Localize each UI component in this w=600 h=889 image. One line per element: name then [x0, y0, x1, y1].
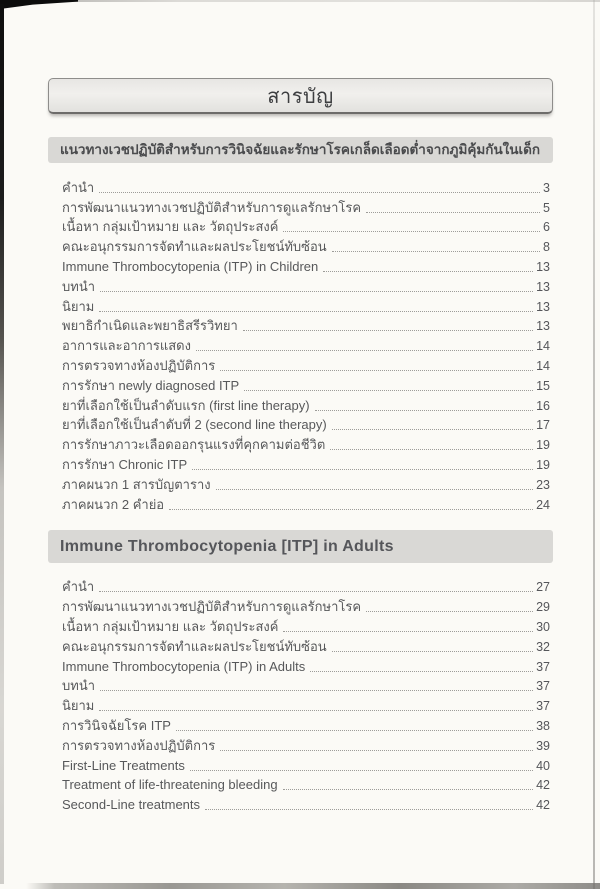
toc-entry-page-number: 24 — [536, 497, 550, 512]
toc-entry-page-number: 19 — [536, 457, 550, 472]
toc-entry-label: นิยาม — [62, 698, 95, 714]
toc-list — [48, 577, 553, 815]
toc-entry — [62, 676, 550, 696]
dotted-leader — [283, 631, 533, 632]
toc-entry-label: การพัฒนาแนวทางเวชปฏิบัติสำหรับการดูแลรักษาโรค — [62, 199, 362, 215]
toc-entry-page-number: 15 — [536, 378, 550, 393]
toc-entry — [62, 794, 550, 814]
toc-entry — [62, 454, 550, 474]
toc-entry-page-number: 40 — [536, 758, 550, 773]
toc-entry-label: การรักษาภาวะเลือดออกรุนแรงที่คุกคามต่อชีวิต — [62, 437, 326, 453]
toc-entry-page-number: 30 — [536, 619, 550, 634]
toc-entry — [62, 335, 550, 355]
toc-entry-label: คณะอนุกรรมการจัดทำและผลประโยชน์ทับซ้อน — [62, 638, 327, 654]
toc-entry — [62, 177, 550, 197]
toc-entry-page-number: 17 — [536, 418, 550, 433]
dotted-leader — [283, 231, 540, 232]
toc-entry-label: พยาธิกำเนิดและพยาธิสรีรวิทยา — [62, 318, 238, 334]
toc-entry-label: คำนำ — [62, 579, 95, 595]
toc-entry-label: เนื้อหา กลุ่มเป้าหมาย และ วัตถุประสงค์ — [62, 618, 279, 634]
toc-entry — [62, 735, 550, 755]
toc-entry-page-number: 3 — [543, 180, 550, 195]
toc-entry-page-number: 13 — [536, 319, 550, 334]
toc-entry-page-number: 29 — [536, 600, 550, 615]
toc-entry — [62, 256, 550, 276]
toc-entry — [62, 217, 550, 237]
dotted-leader — [99, 591, 533, 592]
toc-entry-page-number: 14 — [536, 339, 550, 354]
toc-entry-page-number: 16 — [536, 398, 550, 413]
toc-entry — [62, 434, 550, 454]
toc-entry — [62, 236, 550, 256]
dotted-leader — [99, 192, 540, 193]
toc-entry-label: อาการและอาการแสดง — [62, 338, 191, 354]
toc-page — [48, 0, 553, 814]
toc-entry-page-number: 39 — [536, 738, 550, 753]
dotted-leader — [220, 370, 533, 371]
dotted-leader — [190, 770, 533, 771]
toc-entry-label: เนื้อหา กลุ่มเป้าหมาย และ วัตถุประสงค์ — [62, 219, 279, 235]
toc-entry — [62, 577, 550, 597]
scan-edge-left — [0, 4, 4, 884]
toc-entry-page-number: 27 — [536, 580, 550, 595]
toc-list — [48, 177, 553, 514]
toc-entry-label: Treatment of life-threatening bleeding — [62, 777, 278, 793]
toc-entry-label: Immune Thrombocytopenia (ITP) in Adults — [62, 658, 306, 674]
dotted-leader — [332, 251, 540, 252]
toc-entry-label: บทนำ — [62, 278, 96, 294]
dotted-leader — [244, 390, 533, 391]
toc-entry-label: บทนำ — [62, 678, 96, 694]
toc-entry-label: ยาที่เลือกใช้เป็นลำดับที่ 2 (second line therapy) — [62, 417, 327, 433]
toc-entry — [62, 695, 550, 715]
page-title-box — [48, 78, 553, 114]
toc-entry-page-number: 32 — [536, 639, 550, 654]
dotted-leader — [196, 350, 533, 351]
toc-entry-page-number: 38 — [536, 718, 550, 733]
toc-entry-page-number: 13 — [536, 259, 550, 274]
section-header: Immune Thrombocytopenia [ITP] in Adults — [48, 530, 553, 563]
toc-entry-label: การวินิจฉัยโรค ITP — [62, 717, 171, 733]
dotted-leader — [205, 809, 533, 810]
toc-entry-page-number: 8 — [543, 240, 550, 255]
dotted-leader — [192, 469, 533, 470]
dotted-leader — [100, 690, 533, 691]
dotted-leader — [366, 611, 533, 612]
toc-entry — [62, 296, 550, 316]
dotted-leader — [283, 789, 534, 790]
toc-sections — [48, 137, 553, 814]
dotted-leader — [100, 291, 533, 292]
toc-entry-label: การรักษา Chronic ITP — [62, 456, 188, 472]
toc-entry-label: การตรวจทางห้องปฏิบัติการ — [62, 737, 216, 753]
toc-entry-page-number: 37 — [536, 679, 550, 694]
dotted-leader — [220, 750, 533, 751]
toc-entry — [62, 395, 550, 415]
dotted-leader — [332, 651, 533, 652]
toc-entry — [62, 715, 550, 735]
dotted-leader — [315, 410, 534, 411]
toc-entry — [62, 755, 550, 775]
dotted-leader — [99, 311, 533, 312]
toc-entry — [62, 494, 550, 514]
toc-entry-page-number: 5 — [543, 200, 550, 215]
toc-entry — [62, 375, 550, 395]
toc-entry-label: การพัฒนาแนวทางเวชปฏิบัติสำหรับการดูแลรักษาโรค — [62, 599, 362, 615]
toc-entry — [62, 197, 550, 217]
toc-entry-page-number: 13 — [536, 279, 550, 294]
toc-entry-label: การตรวจทางห้องปฏิบัติการ — [62, 357, 216, 373]
page-edge-shadow-right — [593, 0, 595, 889]
scan-edge-bottom — [26, 883, 600, 889]
dotted-leader — [176, 730, 533, 731]
dotted-leader — [243, 330, 533, 331]
toc-entry — [62, 656, 550, 676]
toc-entry-page-number: 42 — [536, 798, 550, 813]
toc-entry — [62, 316, 550, 336]
toc-entry-label: คณะอนุกรรมการจัดทำและผลประโยชน์ทับซ้อน — [62, 239, 327, 255]
dotted-leader — [330, 449, 533, 450]
toc-entry — [62, 474, 550, 494]
toc-entry — [62, 636, 550, 656]
toc-entry-label: นิยาม — [62, 298, 95, 314]
toc-entry — [62, 355, 550, 375]
toc-entry-label: First-Line Treatments — [62, 757, 185, 773]
toc-entry-label: การรักษา newly diagnosed ITP — [62, 377, 240, 393]
toc-entry-label: Immune Thrombocytopenia (ITP) in Children — [62, 258, 319, 274]
toc-entry — [62, 596, 550, 616]
toc-entry — [62, 415, 550, 435]
dotted-leader — [332, 429, 533, 430]
toc-entry — [62, 616, 550, 636]
toc-entry — [62, 276, 550, 296]
toc-entry-page-number: 14 — [536, 358, 550, 373]
dotted-leader — [310, 671, 533, 672]
dotted-leader — [323, 271, 533, 272]
toc-entry-page-number: 42 — [536, 778, 550, 793]
dotted-leader — [169, 509, 533, 510]
toc-entry-label: ภาคผนวก 1 สารบัญตาราง — [62, 476, 211, 492]
toc-entry-label: Second-Line treatments — [62, 797, 201, 813]
dotted-leader — [99, 710, 533, 711]
toc-entry-page-number: 37 — [536, 659, 550, 674]
toc-entry-label: ภาคผนวก 2 คำย่อ — [62, 496, 165, 512]
toc-entry-page-number: 23 — [536, 477, 550, 492]
toc-entry — [62, 775, 550, 795]
toc-entry-page-number: 19 — [536, 438, 550, 453]
dotted-leader — [216, 489, 533, 490]
page-title: สารบัญ — [267, 85, 334, 108]
dotted-leader — [366, 212, 540, 213]
toc-entry-page-number: 13 — [536, 299, 550, 314]
toc-entry-page-number: 37 — [536, 699, 550, 714]
section-header: แนวทางเวชปฏิบัติสำหรับการวินิจฉัยและรักษาโรคเกล็ดเลือดต่ำจากภูมิคุ้มกันในเด็ก — [48, 137, 553, 163]
toc-entry-label: คำนำ — [62, 179, 95, 195]
toc-entry-page-number: 6 — [543, 220, 550, 235]
toc-entry-label: ยาที่เลือกใช้เป็นลำดับแรก (first line therapy) — [62, 397, 310, 413]
